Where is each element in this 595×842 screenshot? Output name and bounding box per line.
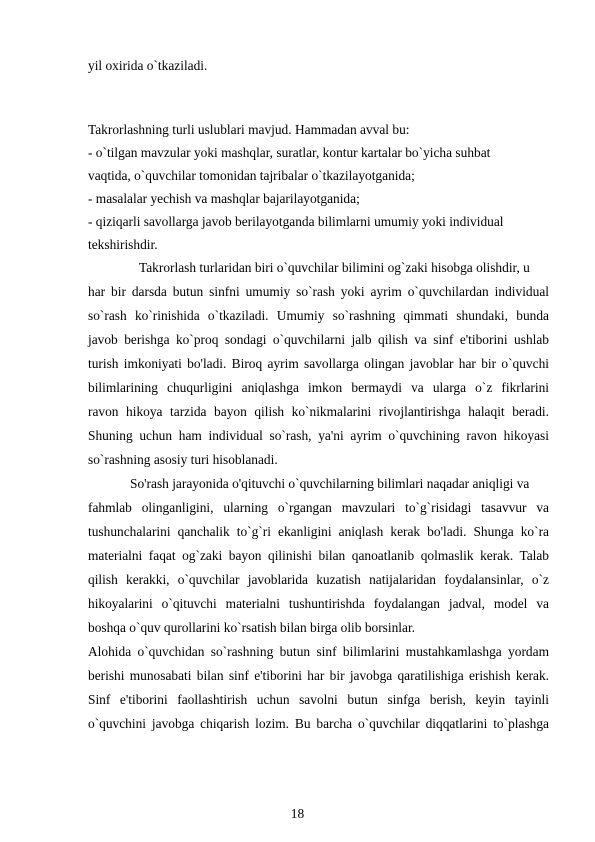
paragraph-line: materialni faqat og`zaki bayon qilinishi bilan qanoatlanib qolmaslik kerak. Talab <box>88 548 549 563</box>
paragraph-line: qilish kerakki, o`quvchilar javoblarida kuzatish natijalaridan foydalansinlar, o`z <box>88 572 549 587</box>
paragraph-line: har bir darsda butun sinfni umumiy so`rash yoki ayrim o`quvchilardan individual <box>88 284 549 299</box>
header-line: yil oxirida o`tkaziladi. <box>88 58 208 73</box>
intro-line: tekshirishdir. <box>88 237 158 252</box>
paragraph-line: bilimlarining chuqurligini aniqlashga imkon bermaydi va ularga o`z fikrlarini <box>88 380 549 395</box>
intro-line: - o`tilgan mavzular yoki mashqlar, suratlar, kontur kartalar bo`yicha suhbat <box>88 145 491 160</box>
paragraph-line: Shuning uchun ham individual so`rash, ya'ni ayrim o`quvchining ravon hikoyasi <box>88 428 549 443</box>
paragraph-line: Takrorlash turlaridan biri o`quvchilar bilimini og`zaki hisobga olishdir, u <box>139 260 530 275</box>
paragraph-line: Sinf e'tiborini faollashtirish uchun savolni butun sinfga berish, keyin tayinli <box>88 692 549 707</box>
page-number: 18 <box>290 806 305 821</box>
intro-line: Takrorlashning turli uslublari mavjud. Hammadan avval bu: <box>88 122 410 137</box>
paragraph-line: boshqa o`quv qurollarini ko`rsatish bilan birga olib borsinlar. <box>88 620 416 635</box>
paragraph-line: ravon hikoya tarzida bayon qilish ko`nikmalarini rivojlantirishga halaqit beradi. <box>88 404 549 419</box>
intro-line: vaqtida, o`quvchilar tomonidan tajribalar o`tkazilayotganida; <box>88 168 415 183</box>
intro-line: - masalalar yechish va mashqlar bajarilayotganida; <box>88 191 360 206</box>
paragraph-line: berishi munosabati bilan sinf e'tiborini har bir javobga qaratilishiga erishish kerak. <box>88 668 549 683</box>
paragraph-line: tushunchalarini qanchalik to`g`ri ekanligini aniqlash kerak bo'ladi. Shunga ko`ra <box>88 524 549 539</box>
paragraph-line: so`rashning asosiy turi hisoblanadi. <box>88 452 278 467</box>
paragraph-line: Alohida o`quvchidan so`rashning butun sinf bilimlarini mustahkamlashga yordam <box>88 644 549 659</box>
paragraph-line: So'rash jarayonida o'qituvchi o`quvchilarning bilimlari naqadar aniqligi va <box>130 476 530 491</box>
paragraph-line: so`rash ko`rinishida o`tkaziladi. Umumiy so`rashning qimmati shundaki, bunda <box>88 308 549 323</box>
paragraph-line: javob berishga ko`proq sondagi o`quvchilarni jalb qilish va sinf e'tiborini ushlab <box>88 332 549 347</box>
paragraph-line: turish imkoniyati bo'ladi. Biroq ayrim savollarga olingan javoblar har bir o`quvchi <box>88 356 549 371</box>
paragraph-line: fahmlab olinganligini, ularning o`rgangan mavzulari to`g`risidagi tasavvur va <box>88 500 549 515</box>
paragraph-line: hikoyalarini o`qituvchi materialni tushuntirishda foydalangan jadval, model va <box>88 596 549 611</box>
paragraph-line: o`quvchini javobga chiqarish lozim. Bu barcha o`quvchilar diqqatlarini to`plashga <box>88 716 549 731</box>
intro-line: - qiziqarli savollarga javob berilayotganda bilimlarni umumiy yoki individual <box>88 214 504 229</box>
